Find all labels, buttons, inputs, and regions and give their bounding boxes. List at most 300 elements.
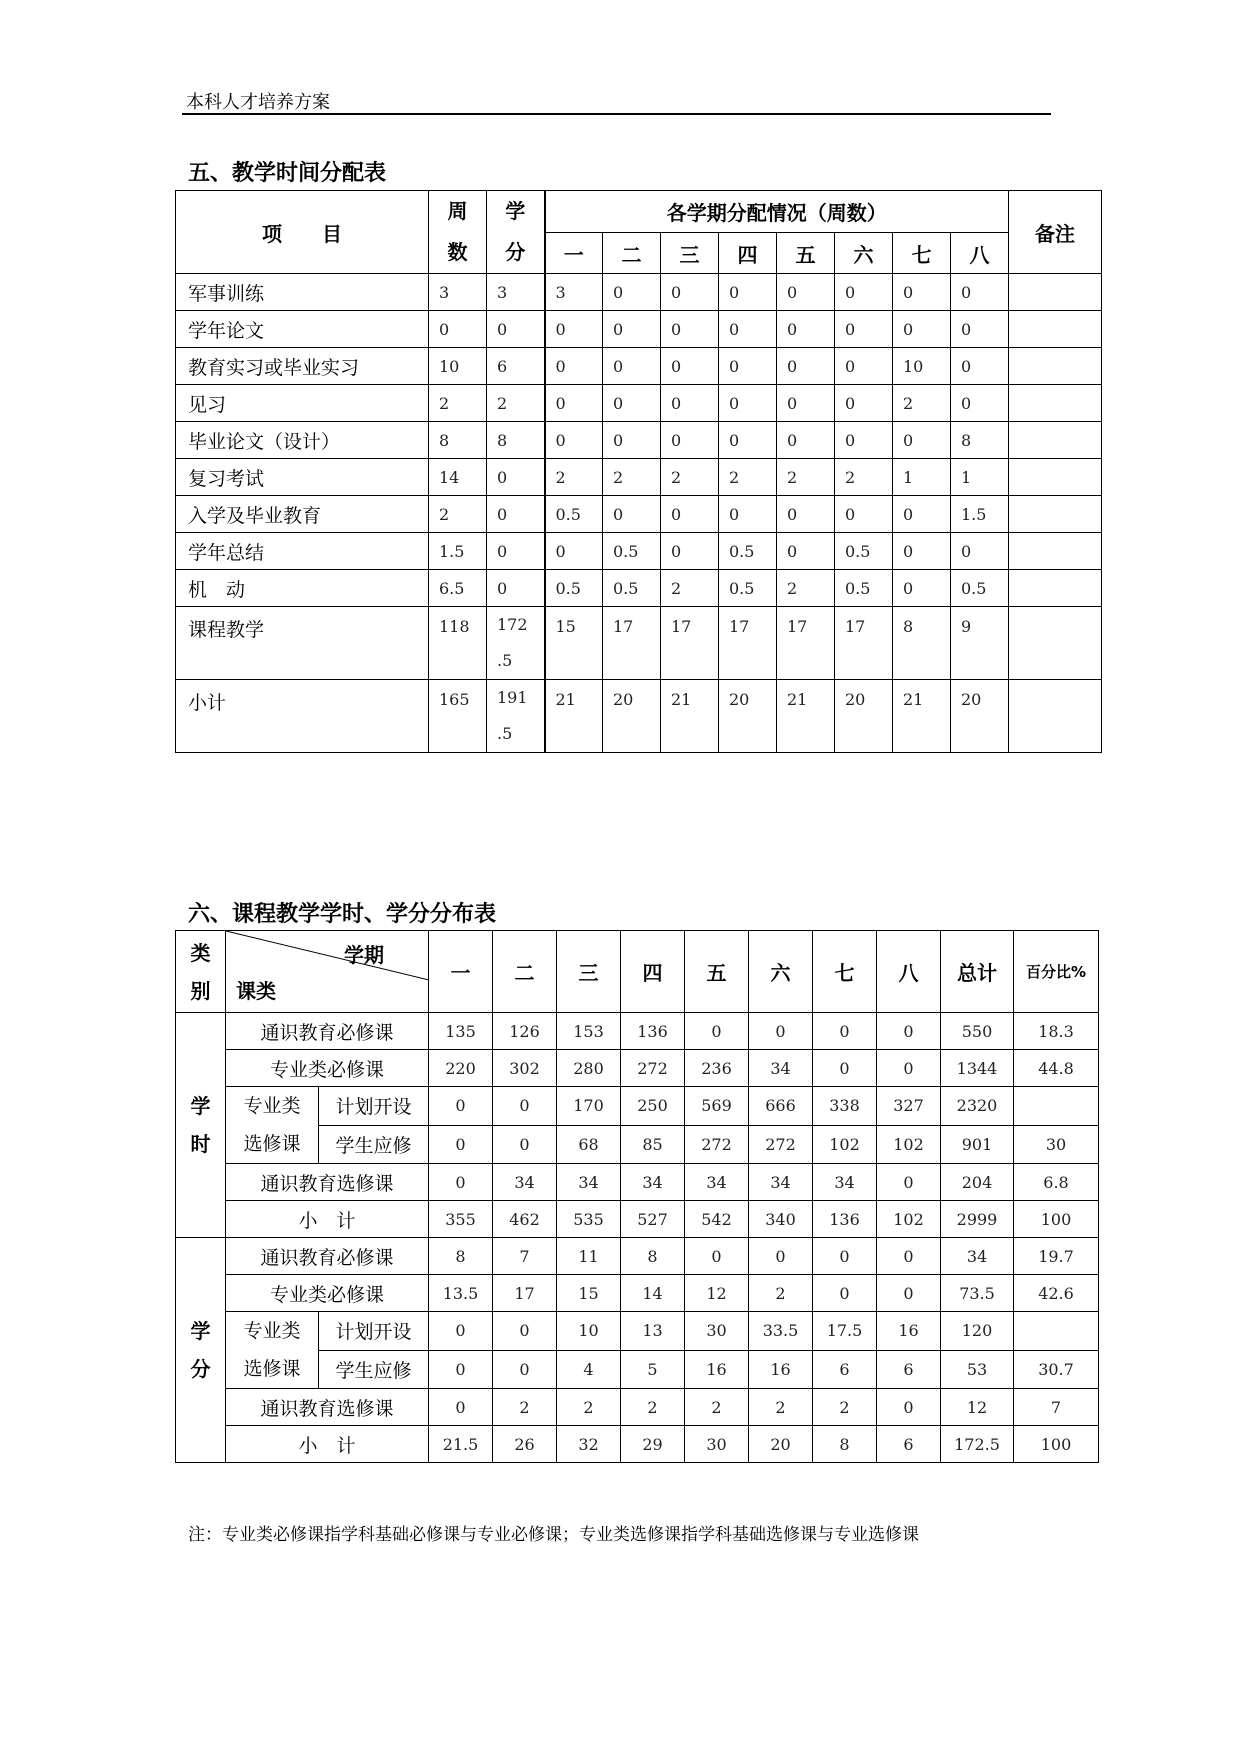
value-cell: 6.8 [1014, 1164, 1099, 1201]
value-cell: 30 [1014, 1125, 1099, 1164]
weeks-cell: 1.5 [429, 533, 487, 570]
section6-title: 六、课程教学学时、学分分布表 [188, 902, 497, 927]
value-cell: 8 [429, 1238, 493, 1275]
term-cell: 0 [661, 422, 719, 459]
row-label: 机 动 [176, 570, 429, 607]
row-label: 毕业论文（设计） [176, 422, 429, 459]
term-cell: 8 [951, 422, 1009, 459]
value-cell: 102 [813, 1125, 877, 1164]
value-cell: 100 [1014, 1201, 1099, 1238]
value-cell: 340 [749, 1201, 813, 1238]
term-cell: 0 [777, 496, 835, 533]
value-cell: 0 [877, 1275, 941, 1312]
table-row [176, 1426, 1099, 1463]
value-cell: 7 [1014, 1389, 1099, 1426]
term-cell: 0 [893, 274, 951, 311]
value-cell: 12 [941, 1389, 1014, 1426]
value-cell: 236 [685, 1050, 749, 1087]
term-cell: 1.5 [951, 496, 1009, 533]
value-cell: 6 [877, 1350, 941, 1389]
term-cell: 0 [893, 422, 951, 459]
term-cell: 0 [661, 533, 719, 570]
value-cell: 535 [557, 1201, 621, 1238]
value-cell: 550 [941, 1013, 1014, 1050]
credits-cell: 0 [487, 496, 545, 533]
weeks-cell: 2 [429, 385, 487, 422]
value-cell: 272 [621, 1050, 685, 1087]
term-cell: 9 [951, 607, 1009, 680]
weeks-cell: 118 [429, 607, 487, 680]
term-cell: 0 [661, 385, 719, 422]
term-cell: 0 [719, 274, 777, 311]
row-label: 小计 [176, 680, 429, 753]
value-cell: 2 [685, 1389, 749, 1426]
value-cell: 0 [429, 1389, 493, 1426]
value-cell: 34 [813, 1164, 877, 1201]
term-cell: 0 [835, 274, 893, 311]
row-label: 通识教育必修课 [226, 1238, 429, 1275]
value-cell: 170 [557, 1087, 621, 1126]
term-cell: 17 [719, 607, 777, 680]
value-cell: 0 [685, 1238, 749, 1275]
total-header: 总计 [941, 931, 1014, 1013]
value-cell: 0 [813, 1050, 877, 1087]
diagonal-header-cell [226, 931, 429, 1013]
term-cell: 0 [893, 496, 951, 533]
value-cell: 8 [813, 1426, 877, 1463]
value-cell: 153 [557, 1013, 621, 1050]
value-cell: 13 [621, 1312, 685, 1351]
value-cell: 16 [749, 1350, 813, 1389]
item-header: 项 目 [176, 191, 429, 274]
elective-group-label: 专业类 选修课 [226, 1312, 319, 1389]
weeks-cell: 6.5 [429, 570, 487, 607]
remark-cell [1009, 385, 1102, 422]
term-label: 学期 [344, 943, 384, 967]
table-row [176, 1238, 1099, 1275]
credits-cell: 6 [487, 348, 545, 385]
credits-cell: 8 [487, 422, 545, 459]
row-label: 通识教育选修课 [226, 1164, 429, 1201]
term-cell: 0 [603, 385, 661, 422]
value-cell: 11 [557, 1238, 621, 1275]
term-header-7: 七 [813, 931, 877, 1013]
term-cell: 17 [603, 607, 661, 680]
footnote: 注：专业类必修课指学科基础必修课与专业必修课；专业类选修课指学科基础选修课与专业选修课 [188, 1525, 919, 1545]
term-cell: 0 [603, 274, 661, 311]
term-cell: 2 [777, 570, 835, 607]
term-cell: 0 [777, 348, 835, 385]
weeks-cell: 14 [429, 459, 487, 496]
row-label: 学生应修 [319, 1125, 429, 1164]
value-cell: 527 [621, 1201, 685, 1238]
row-label: 计划开设 [319, 1312, 429, 1351]
value-cell: 6 [813, 1350, 877, 1389]
value-cell: 2 [749, 1275, 813, 1312]
term-cell: 0 [835, 311, 893, 348]
table-row [176, 1164, 1099, 1201]
value-cell: 136 [813, 1201, 877, 1238]
value-cell [1014, 1312, 1099, 1351]
remark-cell [1009, 680, 1102, 753]
term-cell: 0 [661, 311, 719, 348]
term-cell: 17 [661, 607, 719, 680]
credits-cell: 3 [487, 274, 545, 311]
remark-cell [1009, 533, 1102, 570]
term-cell: 21 [545, 680, 603, 753]
value-cell: 21.5 [429, 1426, 493, 1463]
value-cell: 34 [685, 1164, 749, 1201]
table-row [176, 570, 1102, 607]
term-cell: 0 [603, 496, 661, 533]
value-cell: 338 [813, 1087, 877, 1126]
value-cell: 2999 [941, 1201, 1014, 1238]
value-cell: 204 [941, 1164, 1014, 1201]
value-cell: 355 [429, 1201, 493, 1238]
value-cell: 12 [685, 1275, 749, 1312]
term-cell: 2 [719, 459, 777, 496]
row-label: 课程教学 [176, 607, 429, 680]
term-header-5: 五 [685, 931, 749, 1013]
term-cell: 0 [545, 533, 603, 570]
value-cell: 4 [557, 1350, 621, 1389]
value-cell: 0 [493, 1350, 557, 1389]
term-header-6: 六 [749, 931, 813, 1013]
term-cell: 0 [835, 385, 893, 422]
term-header-4: 四 [621, 931, 685, 1013]
term-cell: 1 [951, 459, 1009, 496]
course-distribution-table [175, 930, 1099, 1463]
value-cell: 34 [941, 1238, 1014, 1275]
value-cell: 136 [621, 1013, 685, 1050]
value-cell: 19.7 [1014, 1238, 1099, 1275]
term-cell: 0 [719, 311, 777, 348]
term-header-5: 五 [777, 233, 835, 274]
row-label: 学生应修 [319, 1350, 429, 1389]
value-cell: 0 [429, 1125, 493, 1164]
value-cell: 16 [877, 1312, 941, 1351]
value-cell: 102 [877, 1201, 941, 1238]
term-cell: 21 [777, 680, 835, 753]
table-row [176, 311, 1102, 348]
value-cell: 2 [621, 1389, 685, 1426]
value-cell: 0 [813, 1238, 877, 1275]
value-cell: 0 [429, 1312, 493, 1351]
table-row [176, 1013, 1099, 1050]
value-cell: 0 [877, 1013, 941, 1050]
row-label: 通识教育必修课 [226, 1013, 429, 1050]
term-header-4: 四 [719, 233, 777, 274]
value-cell: 29 [621, 1426, 685, 1463]
value-cell: 0 [685, 1013, 749, 1050]
table-row [176, 459, 1102, 496]
value-cell: 44.8 [1014, 1050, 1099, 1087]
remark-cell [1009, 274, 1102, 311]
term-cell: 0 [951, 348, 1009, 385]
credits-cell: 0 [487, 311, 545, 348]
value-cell: 0 [877, 1164, 941, 1201]
value-cell: 42.6 [1014, 1275, 1099, 1312]
weeks-cell: 165 [429, 680, 487, 753]
credits-header: 学 分 [487, 191, 545, 274]
term-cell: 0 [719, 385, 777, 422]
row-label: 入学及毕业教育 [176, 496, 429, 533]
value-cell: 0 [749, 1013, 813, 1050]
table-row [176, 274, 1102, 311]
term-cell: 2 [661, 570, 719, 607]
term-cell: 0 [661, 348, 719, 385]
table-row [176, 533, 1102, 570]
term-cell: 0.5 [951, 570, 1009, 607]
term-cell: 0 [777, 385, 835, 422]
term-cell: 0 [603, 422, 661, 459]
term-cell: 0 [661, 274, 719, 311]
value-cell: 6 [877, 1426, 941, 1463]
term-cell: 0 [893, 533, 951, 570]
term-cell: 8 [893, 607, 951, 680]
value-cell: 0 [813, 1013, 877, 1050]
course-label: 课类 [236, 979, 276, 1003]
header-rule [182, 113, 1051, 115]
value-cell: 0 [813, 1275, 877, 1312]
value-cell: 0 [493, 1087, 557, 1126]
value-cell: 73.5 [941, 1275, 1014, 1312]
value-cell: 666 [749, 1087, 813, 1126]
value-cell: 0 [877, 1389, 941, 1426]
term-cell: 0 [545, 311, 603, 348]
term-cell: 0 [603, 348, 661, 385]
term-header-8: 八 [877, 931, 941, 1013]
value-cell: 2 [813, 1389, 877, 1426]
row-label: 军事训练 [176, 274, 429, 311]
term-cell: 0 [835, 422, 893, 459]
value-cell: 20 [749, 1426, 813, 1463]
term-cell: 20 [951, 680, 1009, 753]
table-row [176, 385, 1102, 422]
term-cell: 0.5 [603, 533, 661, 570]
row-label: 专业类必修课 [226, 1275, 429, 1312]
value-cell [1014, 1087, 1099, 1126]
value-cell: 30.7 [1014, 1350, 1099, 1389]
row-label: 学年总结 [176, 533, 429, 570]
value-cell: 2 [749, 1389, 813, 1426]
term-cell: 0 [893, 311, 951, 348]
row-label: 小 计 [226, 1426, 429, 1463]
table-row [176, 1201, 1099, 1238]
credits-cell: 0 [487, 533, 545, 570]
term-cell: 17 [777, 607, 835, 680]
term-cell: 0 [951, 311, 1009, 348]
value-cell: 13.5 [429, 1275, 493, 1312]
term-cell: 0.5 [545, 570, 603, 607]
value-cell: 14 [621, 1275, 685, 1312]
value-cell: 0 [877, 1050, 941, 1087]
row-label: 学年论文 [176, 311, 429, 348]
term-header-1: 一 [545, 233, 603, 274]
term-cell: 0.5 [719, 533, 777, 570]
term-cell: 2 [777, 459, 835, 496]
term-cell: 0.5 [719, 570, 777, 607]
remark-cell [1009, 570, 1102, 607]
document-header: 本科人才培养方案 [186, 92, 330, 113]
term-header-3: 三 [661, 233, 719, 274]
value-cell: 17.5 [813, 1312, 877, 1351]
value-cell: 68 [557, 1125, 621, 1164]
term-cell: 0 [545, 385, 603, 422]
table-row [176, 607, 1102, 680]
value-cell: 250 [621, 1087, 685, 1126]
weeks-header: 周 数 [429, 191, 487, 274]
term-cell: 0 [777, 274, 835, 311]
remark-cell [1009, 459, 1102, 496]
value-cell: 462 [493, 1201, 557, 1238]
value-cell: 8 [621, 1238, 685, 1275]
value-cell: 16 [685, 1350, 749, 1389]
term-header-2: 二 [493, 931, 557, 1013]
value-cell: 32 [557, 1426, 621, 1463]
credits-cell: 191 .5 [487, 680, 545, 753]
term-cell: 0 [719, 422, 777, 459]
value-cell: 34 [621, 1164, 685, 1201]
term-cell: 1 [893, 459, 951, 496]
term-cell: 21 [661, 680, 719, 753]
value-cell: 0 [429, 1087, 493, 1126]
value-cell: 542 [685, 1201, 749, 1238]
section5-title: 五、教学时间分配表 [188, 161, 387, 186]
credits-cell: 172 .5 [487, 607, 545, 680]
term-cell: 20 [719, 680, 777, 753]
value-cell: 569 [685, 1087, 749, 1126]
value-cell: 0 [877, 1238, 941, 1275]
weeks-cell: 8 [429, 422, 487, 459]
value-cell: 33.5 [749, 1312, 813, 1351]
remark-cell [1009, 311, 1102, 348]
term-cell: 2 [545, 459, 603, 496]
elective-group-label: 专业类 选修课 [226, 1087, 319, 1164]
value-cell: 18.3 [1014, 1013, 1099, 1050]
term-cell: 0 [719, 348, 777, 385]
value-cell: 30 [685, 1312, 749, 1351]
remark-header: 备注 [1009, 191, 1102, 274]
weeks-cell: 2 [429, 496, 487, 533]
row-label: 教育实习或毕业实习 [176, 348, 429, 385]
table-row [176, 1275, 1099, 1312]
remark-cell [1009, 422, 1102, 459]
row-label: 专业类必修课 [226, 1050, 429, 1087]
value-cell: 2 [493, 1389, 557, 1426]
remark-cell [1009, 496, 1102, 533]
term-cell: 0.5 [835, 570, 893, 607]
term-cell: 0.5 [603, 570, 661, 607]
value-cell: 26 [493, 1426, 557, 1463]
term-header-6: 六 [835, 233, 893, 274]
value-cell: 120 [941, 1312, 1014, 1351]
value-cell: 5 [621, 1350, 685, 1389]
term-cell: 2 [603, 459, 661, 496]
credits-cell: 2 [487, 385, 545, 422]
value-cell: 85 [621, 1125, 685, 1164]
term-cell: 0 [545, 348, 603, 385]
credits-side-label: 学 分 [176, 1238, 226, 1463]
row-label: 复习考试 [176, 459, 429, 496]
credits-cell: 0 [487, 459, 545, 496]
term-cell: 0 [661, 496, 719, 533]
value-cell: 53 [941, 1350, 1014, 1389]
table-row [176, 348, 1102, 385]
value-cell: 272 [749, 1125, 813, 1164]
value-cell: 7 [493, 1238, 557, 1275]
hours-side-label: 学 时 [176, 1013, 226, 1238]
value-cell: 135 [429, 1013, 493, 1050]
value-cell: 327 [877, 1087, 941, 1126]
term-cell: 0 [893, 570, 951, 607]
row-label: 小 计 [226, 1201, 429, 1238]
value-cell: 272 [685, 1125, 749, 1164]
term-cell: 0 [951, 533, 1009, 570]
value-cell: 17 [493, 1275, 557, 1312]
table-row [176, 1050, 1099, 1087]
value-cell: 34 [749, 1164, 813, 1201]
term-cell: 0 [835, 496, 893, 533]
teaching-time-table [175, 190, 1102, 753]
term-group-header: 各学期分配情况（周数） [545, 191, 1009, 233]
term-header-2: 二 [603, 233, 661, 274]
term-cell: 21 [893, 680, 951, 753]
value-cell: 15 [557, 1275, 621, 1312]
term-cell: 0 [777, 422, 835, 459]
term-cell: 0 [603, 311, 661, 348]
value-cell: 302 [493, 1050, 557, 1087]
term-header-7: 七 [893, 233, 951, 274]
term-header-3: 三 [557, 931, 621, 1013]
table-row [176, 496, 1102, 533]
term-cell: 0 [777, 533, 835, 570]
value-cell: 100 [1014, 1426, 1099, 1463]
term-cell: 20 [835, 680, 893, 753]
term-cell: 2 [661, 459, 719, 496]
weeks-cell: 3 [429, 274, 487, 311]
table-row [176, 1312, 1099, 1351]
term-cell: 0.5 [835, 533, 893, 570]
category-header: 类 别 [176, 931, 226, 1013]
weeks-cell: 10 [429, 348, 487, 385]
value-cell: 34 [493, 1164, 557, 1201]
value-cell: 0 [429, 1164, 493, 1201]
term-cell: 17 [835, 607, 893, 680]
term-cell: 0 [545, 422, 603, 459]
term-cell: 0 [951, 274, 1009, 311]
value-cell: 30 [685, 1426, 749, 1463]
term-cell: 2 [893, 385, 951, 422]
weeks-cell: 0 [429, 311, 487, 348]
term-cell: 0.5 [545, 496, 603, 533]
percent-header: 百分比% [1014, 931, 1099, 1013]
value-cell: 126 [493, 1013, 557, 1050]
value-cell: 0 [429, 1350, 493, 1389]
term-cell: 20 [603, 680, 661, 753]
value-cell: 10 [557, 1312, 621, 1351]
term-cell: 15 [545, 607, 603, 680]
table-row [176, 1389, 1099, 1426]
term-header-8: 八 [951, 233, 1009, 274]
value-cell: 280 [557, 1050, 621, 1087]
value-cell: 102 [877, 1125, 941, 1164]
value-cell: 1344 [941, 1050, 1014, 1087]
value-cell: 34 [749, 1050, 813, 1087]
table-row [176, 422, 1102, 459]
term-header-1: 一 [429, 931, 493, 1013]
value-cell: 0 [749, 1238, 813, 1275]
